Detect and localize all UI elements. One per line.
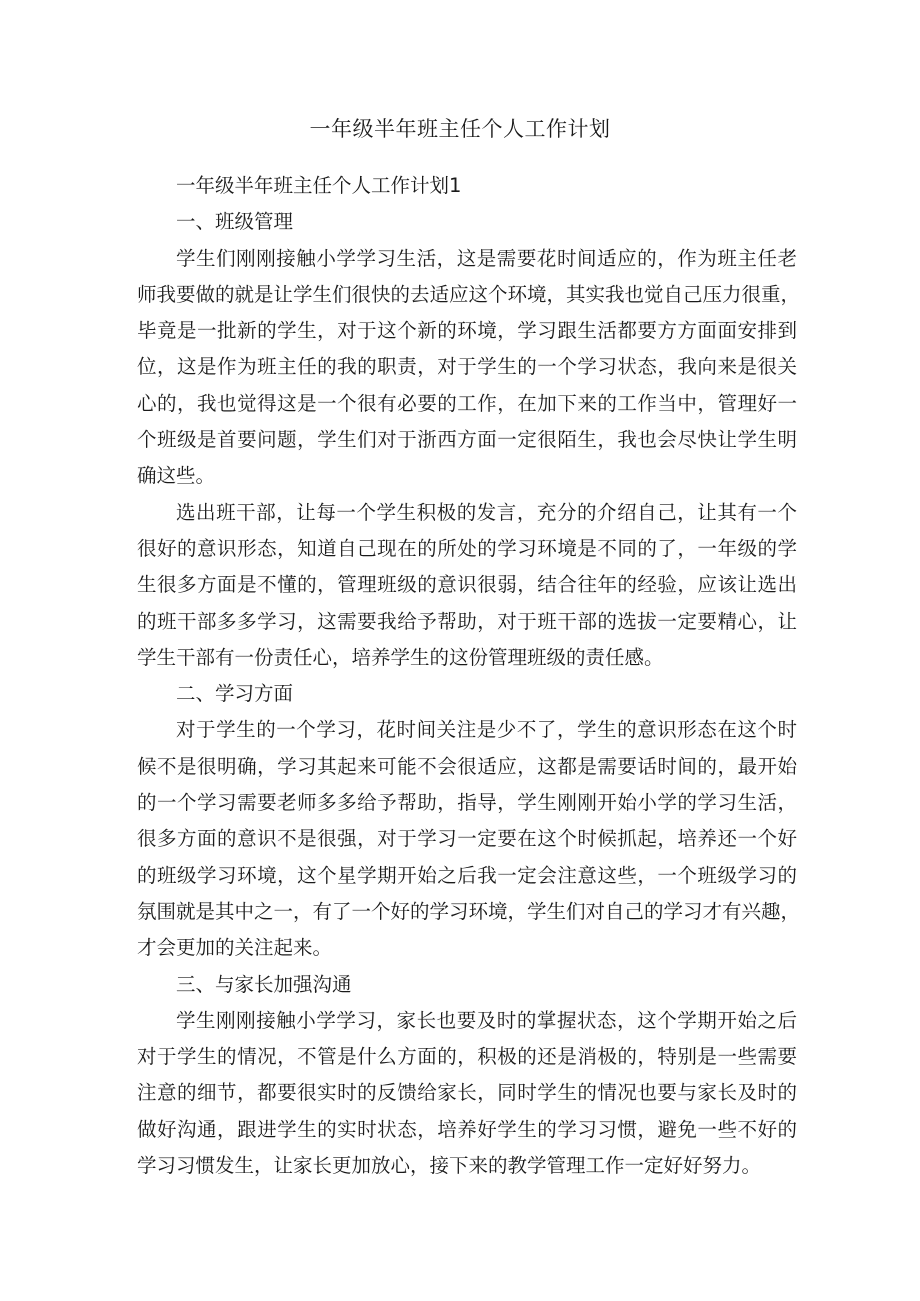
paragraph-line: 才会更加的关注起来。 (137, 936, 333, 960)
paragraph-line: 个班级是首要问题，学生们对于浙西方面一定很陌生，我也会尽快让学生明 (137, 428, 797, 452)
paragraph-line: 生很多方面是不懂的，管理班级的意识很弱，结合往年的经验，应该让选出 (137, 573, 797, 597)
paragraph-line: 选出班干部，让每一个学生积极的发言，充分的介绍自己，让其有一个 (176, 500, 797, 524)
section-heading: 一、班级管理 (176, 210, 294, 234)
paragraph-line: 注意的细节，都要很实时的反馈给家长，同时学生的情况也要与家长及时的 (137, 1081, 797, 1105)
paragraph (137, 712, 801, 966)
section-class-management (137, 204, 801, 676)
paragraph-line: 的班干部多多学习，这需要我给予帮助，对于班干部的选拔一定要精心，让 (137, 609, 797, 633)
document-body (137, 168, 801, 1184)
paragraph-line: 师我要做的就是让学生们很快的去适应这个环境，其实我也觉自己压力很重， (137, 282, 801, 306)
section-learning (137, 676, 801, 966)
paragraph (137, 495, 797, 676)
section-parent-communication (137, 967, 797, 1185)
paragraph-line: 候不是很明确，学习其起来可能不会很适应，这都是需要话时间的，最开始 (137, 754, 797, 778)
paragraph (137, 241, 801, 495)
paragraph-line: 毕竟是一批新的学生，对于这个新的环境，学习跟生活都要方方面面安排到 (137, 319, 797, 343)
paragraph (137, 1003, 797, 1184)
paragraph-line: 氛围就是其中之一，有了一个好的学习环境，学生们对自己的学习才有兴趣， (137, 899, 801, 923)
paragraph-line: 心的，我也觉得这是一个很有必要的工作，在加下来的工作当中，管理好一 (137, 391, 797, 415)
section-heading: 二、学习方面 (176, 682, 294, 706)
paragraph-line: 位，这是作为班主任的我的职责，对于学生的一个学习状态，我向来是很关 (137, 355, 797, 379)
document-title: 一年级半年班主任个人工作计划 (309, 117, 611, 141)
subtitle: 一年级半年班主任个人工作计划1 (176, 174, 462, 197)
paragraph-line: 学生干部有一份责任心，培养学生的这份管理班级的责任感。 (137, 645, 664, 669)
paragraph-line: 确这些。 (137, 464, 216, 488)
paragraph-line: 学生刚刚接触小学学习，家长也要及时的掌握状态，这个学期开始之后 (176, 1008, 797, 1032)
paragraph-line: 很多方面的意识不是很强，对于学习一定要在这个时候抓起，培养还一个好 (137, 827, 797, 851)
section-heading: 三、与家长加强沟通 (176, 972, 352, 996)
paragraph-line: 做好沟通，跟进学生的实时状态，培养好学生的学习习惯，避免一些不好的 (137, 1117, 797, 1141)
paragraph-line: 很好的意识形态，知道自己现在的所处的学习环境是不同的了，一年级的学 (137, 536, 797, 560)
paragraph-line: 学生们刚刚接触小学学习生活，这是需要花时间适应的，作为班主任老 (176, 246, 797, 270)
paragraph-line: 的班级学习环境，这个星学期开始之后我一定会注意这些，一个班级学习的 (137, 863, 797, 887)
paragraph-line: 学习习惯发生，让家长更加放心，接下来的教学管理工作一定好好努力。 (137, 1154, 762, 1178)
paragraph-line: 对于学生的一个学习，花时间关注是少不了，学生的意识形态在这个时 (176, 718, 797, 742)
paragraph-line: 对于学生的情况，不管是什么方面的，积极的还是消极的，特别是一些需要 (137, 1045, 797, 1069)
paragraph-line: 的一个学习需要老师多多给予帮助，指导，学生刚刚开始小学的学习生活， (137, 791, 797, 815)
